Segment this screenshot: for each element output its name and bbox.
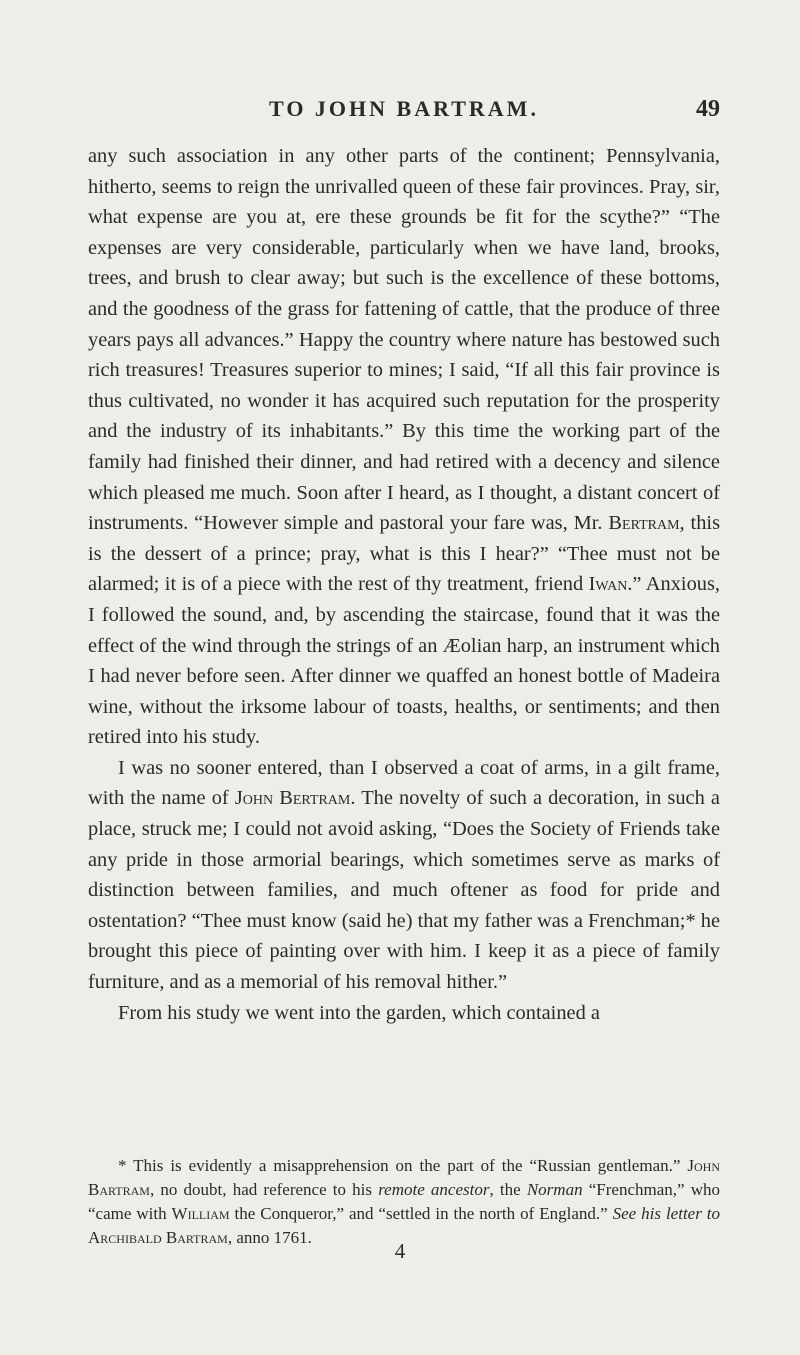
footnote-text: * This is evidently a misapprehension on the part of the “Russian gentleman.” [118,1156,688,1175]
paragraph-1 [88,141,720,753]
footnote-italic: Norman [526,1180,583,1199]
page-number: 49 [696,96,720,122]
footnote-text: , the [489,1180,527,1199]
footnote-text: the Conqueror,” and “settled in the north of England.” [229,1204,613,1223]
signature-mark: 4 [394,1239,406,1263]
footnote-italic: See his letter to [612,1204,721,1223]
footnote-text: “Frenchman,” who “came with [88,1180,721,1223]
text-run: From his study we went into the garden, which contained a [118,1001,600,1024]
footnote-name-archibald-bartram: Archibald Bartram [88,1228,228,1247]
footnote-text: , no doubt, had reference to his [149,1180,379,1199]
running-title: TO JOHN BARTRAM. [269,96,539,121]
paragraph-2 [88,753,720,998]
paragraph-3 [88,998,720,1029]
text-run: I was no sooner entered, than I observed a coat of arms, in a gilt frame, with the name of [88,756,720,810]
text-run: .” Anxious, I followed the sound, and, by ascending the staircase, found that it was the effect of the wind through the strings of an Æolian harp, an instrument which I had never before seen. After dinner we quaffed an honest bottle of Madeira wine, without the irksome labour of toasts, healths, or sentiments; and then retired into his study. [88,573,720,749]
body-text [88,141,720,1028]
name-bertram: Bertram [608,512,680,535]
name-iwan: Iwan [588,573,628,596]
footnote-name-john-bartram: John Bartram [88,1156,720,1199]
name-john-bertram: John Bertram [234,787,351,810]
footnote [88,1154,720,1250]
footnote-name-william: William [171,1204,230,1223]
running-head [88,96,720,130]
text-run: any such association in any other parts of the continent; Pennsylvania, hitherto, seems to reign the unrivalled queen of these fair provinces. Pray, sir, what expense are you at, ere these grounds be fit for the scythe?” “The expenses are very considerable, particularly when we have land, brooks, trees, and brush to clear away; but such is the excellence of these bottoms, and the goodness of the grass for fattening of cattle, that the produce of three years pays all advances.” Happy the country where nature has bestowed such rich treasures! Treasures superior to mines; I said, “If all this fair province is thus cultivated, no wonder it has acquired such reputation for the prosperity and the industry of its inhabitants.” By this time the working part of the family had finished their dinner, and had retired with a decency and silence which pleased me much. Soon after I heard, as I thought, a distant concert of instruments. “However simple and pastoral your fare was, Mr. [88,145,720,535]
text-run: , this is the dessert of a prince; pray, what is this I hear?” “Thee must not be alarmed; it is of a piece with the rest of thy treatment, friend [88,512,721,596]
text-run: . The novelty of such a decoration, in such a place, struck me; I could not avoid asking, “Does the Society of Friends take any pride in those armorial bearings, which sometimes serve as marks of distinction between families, and much oftener as food for pride and ostentation? “Thee must know (said he) that my father was a Frenchman;* he brought this piece of painting over with him. I keep it as a piece of family furniture, and as a memorial of his removal hither.” [88,787,720,994]
footnote-text: , anno 1761. [227,1228,312,1247]
footnote-italic: remote ancestor [378,1180,490,1199]
